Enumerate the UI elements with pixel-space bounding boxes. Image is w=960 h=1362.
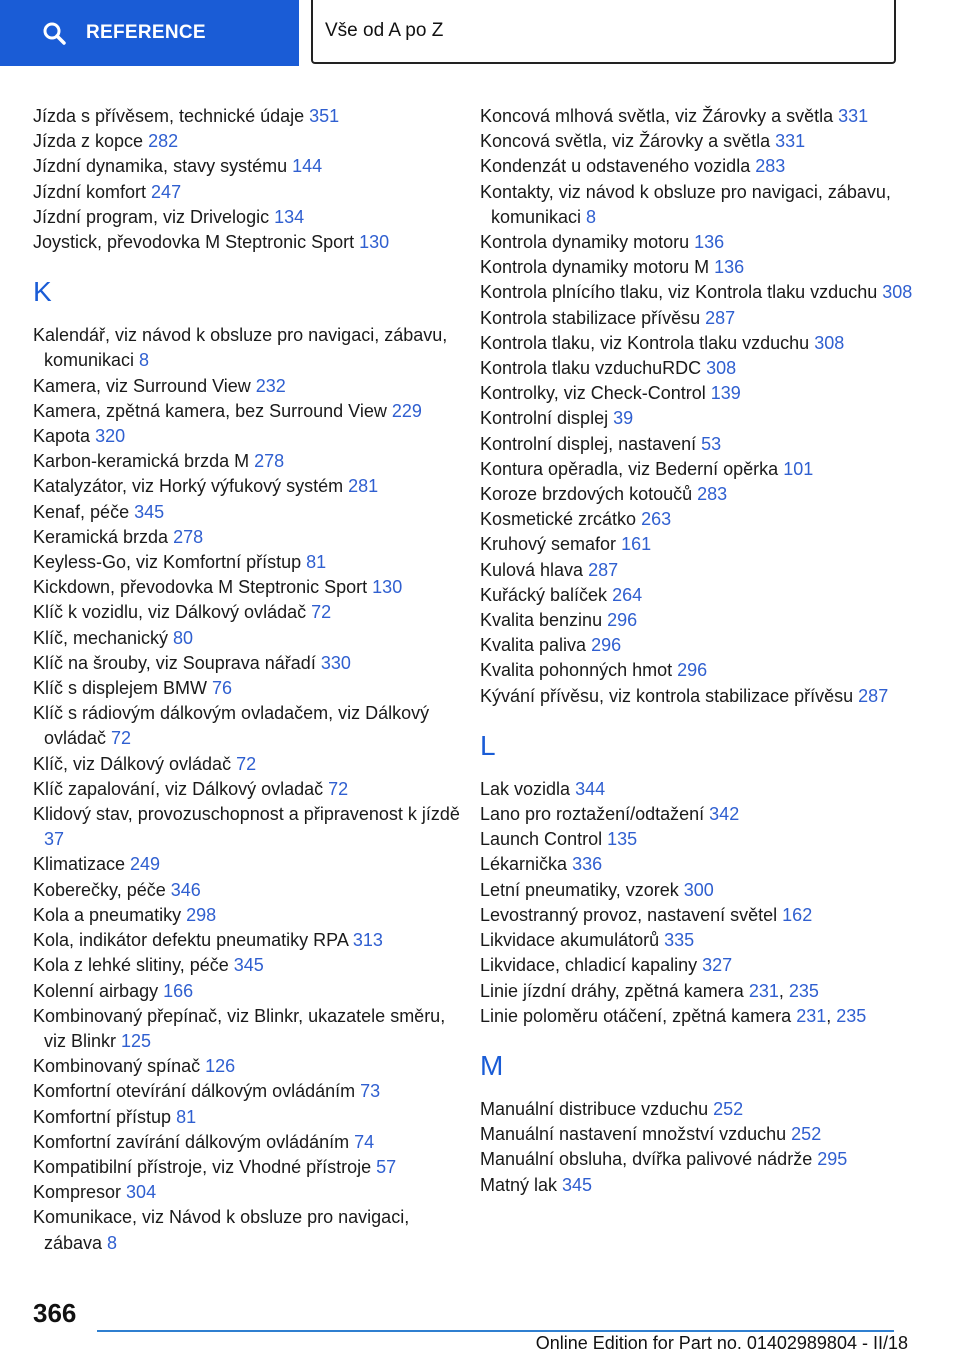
index-entry-text: Linie jízdní dráhy, zpětná kamera [480, 980, 749, 1001]
index-entry [480, 658, 920, 683]
index-entry [480, 255, 920, 280]
index-entry [33, 777, 463, 802]
index-entry [33, 651, 463, 676]
page-link[interactable]: 73 [360, 1081, 381, 1102]
index-entry-text: Matný lak [480, 1174, 563, 1195]
index-entry-text: Klíč, mechanický [33, 627, 174, 648]
index-entry-text: Klíč zapalování, viz Dálkový ovladač [33, 778, 329, 799]
page-link[interactable]: 331 [775, 131, 806, 152]
page-link[interactable]: 282 [148, 131, 179, 152]
index-entry [480, 457, 920, 482]
index-letter-heading: M [480, 1049, 504, 1081]
page-link[interactable]: 296 [677, 660, 708, 681]
page-link[interactable]: 249 [130, 854, 161, 875]
page-link[interactable]: 125 [121, 1030, 152, 1051]
index-entry-text: Koncová světla, viz Žárovky a světla [480, 131, 776, 152]
index-entry [33, 575, 463, 600]
index-entry-text: Kola z lehké slitiny, péče [33, 955, 234, 976]
page-link[interactable]: 81 [306, 552, 327, 573]
index-entry [33, 802, 463, 852]
index-entry-text: Klidový stav, provozuschopnost a připravenost k jízdě [33, 804, 460, 825]
index-entry [480, 331, 920, 356]
page-link[interactable]: 283 [755, 156, 786, 177]
index-entry-text: Jízda s přívěsem, technické údaje [33, 106, 310, 126]
index-entry-text: Kombinovaný spínač [33, 1056, 206, 1077]
page-link[interactable]: 80 [173, 627, 194, 648]
index-entry-text: Komfortní přístup [33, 1106, 177, 1127]
page-link[interactable]: 72 [328, 778, 349, 799]
index-entry-text: Kapota [33, 426, 96, 447]
index-entry-text: Klíč, viz Dálkový ovládač [33, 753, 237, 774]
page-link[interactable]: 231 [748, 980, 779, 1001]
index-entry [33, 424, 463, 449]
page-link[interactable]: 298 [186, 904, 217, 925]
index-entry-text: Kývání přívěsu, viz kontrola stabilizace přívěsu [480, 685, 859, 706]
page-link[interactable]: 264 [612, 584, 643, 605]
page-link[interactable]: 331 [838, 106, 869, 126]
index-entry [33, 550, 463, 575]
page-link[interactable]: 336 [572, 854, 603, 875]
index-entry-text: Kalendář, viz návod k obsluze pro navigaci, zábavu, komunikaci [33, 325, 448, 371]
index-entry-text: Kontrola tlaku, viz Kontrola tlaku vzduchu [480, 332, 815, 353]
index-entry [33, 104, 463, 129]
page-link[interactable]: 235 [836, 1005, 867, 1026]
index-entry [33, 600, 463, 625]
page-link[interactable]: 130 [359, 232, 390, 253]
index-entry-text: Levostranný provoz, nastavení světel [480, 904, 783, 925]
index-entry-text: Kickdown, převodovka M Steptronic Sport [33, 577, 373, 598]
index-entry [480, 903, 920, 928]
page-link[interactable]: 39 [613, 408, 634, 429]
page-link[interactable]: 57 [376, 1156, 397, 1177]
index-entry [480, 432, 920, 457]
index-entry [480, 507, 920, 532]
index-entry [480, 558, 920, 583]
index-entry-text: Kvalita paliva [480, 635, 592, 656]
index-entry-text: Kontrola plnícího tlaku, viz Kontrola tlaku vzduchu [480, 282, 883, 303]
footer-edition: Online Edition for Part no. 01402989804 - II/18 [535, 1333, 908, 1353]
page-link[interactable]: 278 [254, 451, 285, 472]
page-link[interactable]: 304 [126, 1182, 157, 1203]
index-entry [33, 474, 463, 499]
index-entry-text: Klimatizace [33, 854, 131, 875]
index-entry-text: Kuřácký balíček [480, 584, 613, 605]
index-entry [480, 406, 920, 431]
index-entry-text: Klíč s rádiovým dálkovým ovladačem, viz Dálkový ovládač [33, 703, 430, 749]
page-link[interactable]: 74 [354, 1131, 375, 1152]
index-entry-text: Joystick, převodovka M Steptronic Sport [33, 232, 360, 253]
index-entry-text: Likvidace akumulátorů [480, 930, 665, 951]
page-link[interactable]: 342 [709, 804, 740, 825]
index-entry [480, 306, 920, 331]
page-link[interactable]: 320 [95, 426, 126, 447]
page-link[interactable]: 351 [309, 106, 340, 126]
page-link[interactable]: 283 [697, 484, 728, 505]
index-entry-text: Kenaf, péče [33, 501, 135, 522]
index-entry [33, 1079, 463, 1104]
index-entry-text: Lano pro roztažení/odtažení [480, 804, 710, 825]
index-entry [33, 852, 463, 877]
index-entry [480, 381, 920, 406]
index-entry [480, 777, 920, 802]
search-icon [42, 21, 66, 45]
page-link[interactable]: 287 [588, 559, 619, 580]
page-link[interactable]: 247 [151, 181, 182, 202]
index-entry [480, 129, 920, 154]
index-column-right [480, 104, 920, 1198]
index-entry-text: Koroze brzdových kotoučů [480, 484, 698, 505]
page-link[interactable]: 136 [694, 232, 725, 253]
index-entry [33, 129, 463, 154]
index-entry [480, 953, 920, 978]
index-entry [33, 1205, 463, 1255]
page-link[interactable]: 229 [391, 400, 422, 421]
index-entry-text: Kulová hlava [480, 559, 589, 580]
index-letter-heading: L [480, 729, 496, 761]
index-entry-text: Launch Control [480, 829, 608, 850]
index-entry-text: Kondenzát u odstaveného vozidla [480, 156, 756, 177]
index-entry-text: Kontakty, viz návod k obsluze pro navigaci, zábavu, komunikaci [480, 181, 891, 227]
section-tab[interactable] [311, 0, 896, 64]
index-entry-text: Kosmetické zrcátko [480, 509, 642, 530]
index-entry-text: Kompatibilní přístroje, viz Vhodné přístroje [33, 1156, 377, 1177]
index-entry-text: Jízda z kopce [33, 131, 149, 152]
index-entry [33, 1155, 463, 1180]
index-entry [480, 878, 920, 903]
page-link[interactable]: 252 [791, 1124, 822, 1145]
page-link[interactable]: 135 [607, 829, 638, 850]
index-entry-text: Manuální nastavení množství vzduchu [480, 1124, 792, 1145]
index-entry [33, 1054, 463, 1079]
index-entry-text: Koberečky, péče [33, 879, 171, 900]
index-entry [480, 1097, 920, 1122]
page-link[interactable]: 101 [783, 458, 814, 479]
index-entry [33, 1130, 463, 1155]
index-entry [480, 1004, 920, 1029]
page-link[interactable]: 300 [683, 879, 714, 900]
index-entry [33, 399, 463, 424]
index-entry [33, 525, 463, 550]
index-entry [33, 953, 463, 978]
index-entry-text: Kamera, zpětná kamera, bez Surround View [33, 400, 392, 421]
page-link[interactable]: 161 [621, 534, 652, 555]
index-entry [480, 633, 920, 658]
index-entry-text: Kontrola dynamiky motoru [480, 232, 695, 253]
page-link[interactable]: 72 [236, 753, 257, 774]
index-entry [33, 323, 463, 373]
index-entry-text: Manuální obsluha, dvířka palivové nádrže [480, 1149, 818, 1170]
index-entry-text: Keyless-Go, viz Komfortní přístup [33, 552, 307, 573]
index-entry [33, 928, 463, 953]
index-entry [33, 205, 463, 230]
index-entry-text: Katalyzátor, viz Horký výfukový systém [33, 476, 349, 497]
index-entry-text: Koncová mlhová světla, viz Žárovky a světla [480, 106, 839, 126]
index-entry-text: Kontrola stabilizace přívěsu [480, 307, 706, 328]
index-entry [480, 1147, 920, 1172]
page-link[interactable]: 126 [205, 1056, 236, 1077]
index-entry-text: Komfortní zavírání dálkovým ovládáním [33, 1131, 355, 1152]
page-header [0, 0, 960, 66]
page-link[interactable]: 296 [607, 610, 638, 631]
page-link[interactable]: 346 [170, 879, 201, 900]
page-link[interactable]: 295 [817, 1149, 848, 1170]
index-entry [33, 903, 463, 928]
page-link[interactable]: 344 [575, 778, 606, 799]
page-link[interactable]: 144 [292, 156, 323, 177]
page-link[interactable]: 308 [814, 332, 845, 353]
reference-tab[interactable] [0, 0, 299, 66]
page-link[interactable]: 308 [706, 358, 737, 379]
index-entry-text: Keramická brzda [33, 526, 174, 547]
index-entry [33, 676, 463, 701]
index-entry-text: Likvidace, chladicí kapaliny [480, 955, 703, 976]
footer-divider [97, 1330, 894, 1332]
index-entry [480, 852, 920, 877]
index-entry-text: Klíč k vozidlu, viz Dálkový ovládač [33, 602, 312, 623]
index-entry [33, 1105, 463, 1130]
index-entry [33, 979, 463, 1004]
index-entry [33, 180, 463, 205]
page-separator: , [778, 980, 789, 1001]
index-entry [480, 979, 920, 1004]
page-link[interactable]: 231 [796, 1005, 827, 1026]
page-link[interactable]: 252 [713, 1098, 744, 1119]
page-link[interactable]: 287 [858, 685, 889, 706]
page-link[interactable]: 330 [320, 652, 351, 673]
index-entry [480, 684, 920, 709]
index-entry-text: Jízdní komfort [33, 181, 152, 202]
page-link[interactable]: 53 [701, 433, 722, 454]
index-entry [33, 230, 463, 255]
index-entry [33, 626, 463, 651]
index-entry-text: Manuální distribuce vzduchu [480, 1098, 714, 1119]
page-link[interactable]: 327 [702, 955, 733, 976]
page-number: 366 [33, 1298, 77, 1328]
index-entry [33, 500, 463, 525]
index-entry-text: Kvalita pohonných hmot [480, 660, 678, 681]
index-entry-text: Kruhový semafor [480, 534, 622, 555]
index-entry [480, 154, 920, 179]
index-entry [33, 1180, 463, 1205]
index-entry [33, 878, 463, 903]
page-link[interactable]: 345 [134, 501, 165, 522]
index-entry [480, 356, 920, 381]
page-link[interactable]: 313 [352, 930, 383, 951]
index-entry-text: Kombinovaný přepínač, viz Blinkr, ukazatele směru, viz Blinkr [33, 1005, 446, 1051]
index-entry-text: Klíč s displejem BMW [33, 678, 213, 699]
index-entry-text: Karbon-keramická brzda M [33, 451, 255, 472]
page-link[interactable]: 8 [107, 1232, 118, 1253]
page-link[interactable]: 263 [641, 509, 672, 530]
page-link[interactable]: 345 [233, 955, 264, 976]
index-entry [480, 583, 920, 608]
index-entry [480, 928, 920, 953]
index-entry [480, 608, 920, 633]
index-entry [33, 374, 463, 399]
index-entry-text: Klíč na šrouby, viz Souprava nářadí [33, 652, 321, 673]
index-entry-text: Komfortní otevírání dálkovým ovládáním [33, 1081, 361, 1102]
index-letter-heading: K [33, 276, 52, 308]
index-entry [33, 701, 463, 751]
index-entry-text: Kvalita benzinu [480, 610, 608, 631]
index-entry-text: Kontrola tlaku vzduchuRDC [480, 358, 707, 379]
index-entry [480, 802, 920, 827]
index-entry [480, 1173, 920, 1198]
page-link[interactable]: 235 [788, 980, 819, 1001]
page-link[interactable]: 134 [274, 206, 305, 227]
index-entry [480, 280, 920, 305]
index-entry-text: Kompresor [33, 1182, 127, 1203]
page-link[interactable]: 130 [372, 577, 403, 598]
index-entry-text: Lak vozidla [480, 778, 576, 799]
index-entry-text: Lékarnička [480, 854, 573, 875]
index-entry-text: Kontrolky, viz Check-Control [480, 383, 711, 404]
page-link[interactable]: 232 [255, 375, 286, 396]
index-entry [480, 827, 920, 852]
index-entry-text: Kola, indikátor defektu pneumatiky RPA [33, 930, 353, 951]
page-link[interactable]: 139 [710, 383, 741, 404]
index-entry-text: Kontura opěradla, viz Bederní opěrka [480, 458, 784, 479]
index-entry [33, 1004, 463, 1054]
page-link[interactable]: 308 [882, 282, 913, 303]
page-link[interactable]: 166 [163, 980, 194, 1001]
index-column-left [33, 104, 463, 1256]
index-entry-text: Kolenní airbagy [33, 980, 164, 1001]
page-link[interactable]: 335 [664, 930, 695, 951]
index-entry [33, 154, 463, 179]
index-entry-text: Kontrola dynamiky motoru M [480, 257, 715, 278]
section-title: Vše od A po Z [325, 20, 444, 41]
page-link[interactable]: 76 [212, 678, 233, 699]
index-entry-text: Linie poloměru otáčení, zpětná kamera [480, 1005, 797, 1026]
index-entry [480, 104, 920, 129]
page-link[interactable]: 72 [111, 728, 132, 749]
index-entry [480, 1122, 920, 1147]
index-entry-text: Komunikace, viz Návod k obsluze pro navigaci, zábava [33, 1207, 410, 1253]
index-entry [33, 449, 463, 474]
index-entry [480, 482, 920, 507]
page-link[interactable]: 345 [562, 1174, 593, 1195]
page-link[interactable]: 72 [311, 602, 332, 623]
index-entry-text: Kontrolní displej [480, 408, 614, 429]
index-entry [33, 752, 463, 777]
index-entry-text: Jízdní dynamika, stavy systému [33, 156, 293, 177]
page-link[interactable]: 8 [586, 206, 597, 227]
index-entry-text: Letní pneumatiky, vzorek [480, 879, 684, 900]
index-entry-text: Kontrolní displej, nastavení [480, 433, 702, 454]
page-link[interactable]: 278 [173, 526, 204, 547]
page-link[interactable]: 37 [44, 829, 65, 850]
page-link[interactable]: 8 [139, 350, 150, 371]
page-link[interactable]: 162 [782, 904, 813, 925]
page-link[interactable]: 296 [591, 635, 622, 656]
index-entry-text: Kamera, viz Surround View [33, 375, 256, 396]
page-link[interactable]: 81 [176, 1106, 197, 1127]
index-entry-text: Kola a pneumatiky [33, 904, 187, 925]
page-link[interactable]: 281 [348, 476, 379, 497]
index-entry [480, 532, 920, 557]
reference-label: REFERENCE [86, 22, 206, 43]
page-link[interactable]: 136 [714, 257, 745, 278]
index-entry [480, 180, 920, 230]
index-entry [480, 230, 920, 255]
page-separator: , [826, 1005, 837, 1026]
page-link[interactable]: 287 [705, 307, 736, 328]
index-entry-text: Jízdní program, viz Drivelogic [33, 206, 275, 227]
